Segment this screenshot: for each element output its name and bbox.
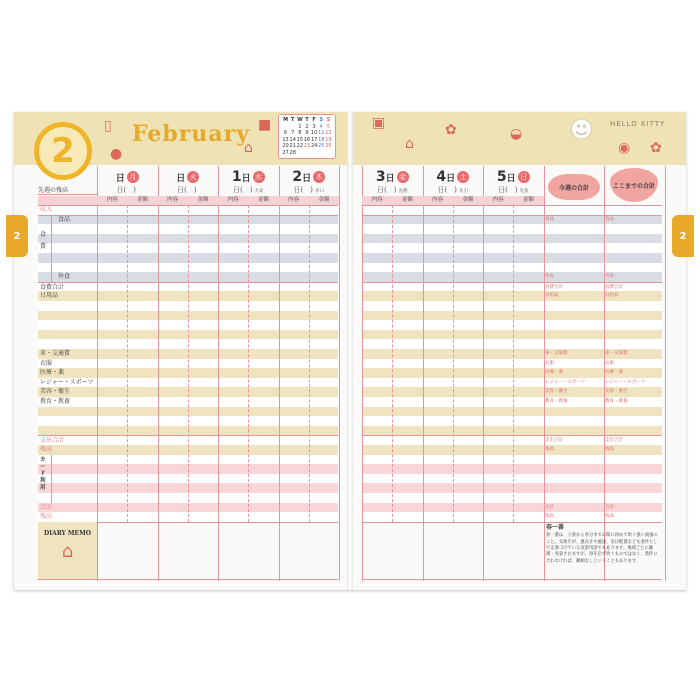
calendar-weekday: T <box>291 117 295 123</box>
summary-row-label: 日用品 <box>605 293 619 299</box>
table-row <box>362 224 662 234</box>
summary-row-label: 車・交通費 <box>605 351 628 356</box>
date-line <box>362 185 423 195</box>
weekday-badge: 金 <box>397 171 409 183</box>
table-row <box>362 282 662 292</box>
diary-bottom-line <box>362 579 662 580</box>
yarn-ball-icon: ● <box>110 146 123 162</box>
day-number: 3 <box>375 169 386 185</box>
rokuyo-label: 友引 <box>458 189 468 194</box>
food-bracket <box>51 215 52 282</box>
date-line <box>279 185 340 195</box>
table-row <box>362 387 662 397</box>
content-column-header: 内容 <box>106 197 118 203</box>
calendar-day: 4 <box>319 123 323 130</box>
summary-row-label: 車・交通費 <box>545 351 568 356</box>
house-icon: ⌂ <box>61 540 74 562</box>
diary-day-cell[interactable] <box>97 522 158 579</box>
calendar-weekday: W <box>297 117 303 123</box>
calendar-day: 26 <box>325 143 332 149</box>
calendar-day: 1 <box>298 123 302 130</box>
month-name: February <box>132 121 251 147</box>
content-column-header: 内容 <box>432 197 444 203</box>
food-group-label: 食費 <box>40 231 47 250</box>
calendar-day: 20 <box>282 143 289 149</box>
amount-divider <box>188 205 189 522</box>
jam-jar-icon: ■ <box>258 117 272 133</box>
calendar-day: 3 <box>312 123 316 130</box>
row-label: 支出合計 <box>40 437 65 445</box>
table-row <box>362 483 662 493</box>
table-row <box>362 407 662 417</box>
right-border <box>544 166 545 581</box>
content-column-header: 内容 <box>227 197 239 203</box>
week-total-bow: 今週の合計 <box>548 174 600 200</box>
summary-row-label: 食品 <box>545 216 554 222</box>
day-column-border <box>362 166 363 581</box>
summary-row-label: レジャー・スポーツ <box>605 379 646 385</box>
table-row <box>362 234 662 244</box>
column-header-row <box>279 196 340 205</box>
calendar-weekday: S <box>319 117 324 123</box>
day-header <box>362 166 423 185</box>
date-line <box>158 185 219 195</box>
rokuyo-label: 大安 <box>254 189 264 194</box>
shop-icon: ⌂ <box>405 136 414 152</box>
calendar-day: 22 <box>296 143 304 149</box>
diary-day-cell[interactable] <box>218 522 279 579</box>
table-row <box>362 455 662 465</box>
amount-divider <box>513 205 514 522</box>
diary-bottom-line <box>38 579 338 580</box>
diary-memo-box[interactable] <box>38 522 97 579</box>
calendar-day: 24 <box>310 143 318 149</box>
diary-day-cell[interactable] <box>279 522 340 579</box>
date-line <box>483 185 544 195</box>
column-header-row <box>483 196 544 205</box>
table-row <box>362 301 662 311</box>
diary-day-cell[interactable] <box>483 522 544 579</box>
amount-divider <box>248 205 249 522</box>
table-row <box>362 474 662 484</box>
day-number: 1 <box>231 169 242 185</box>
table-row <box>362 378 662 388</box>
month-number-badge: 2 <box>34 122 92 180</box>
weekday-badge: 木 <box>313 171 325 183</box>
day-column-border <box>279 166 280 581</box>
column-header-row <box>362 196 423 205</box>
content-column-header: 内容 <box>492 197 504 203</box>
day-number: 5 <box>496 169 507 185</box>
date-blank: 日( ) <box>233 186 253 194</box>
summary-row-label: 日用品 <box>545 293 559 299</box>
calendar-day: 8 <box>298 130 302 136</box>
row-label: 日用品 <box>40 292 59 300</box>
rokuyo-label: 先負 <box>519 189 529 194</box>
memo-title: 春一番 <box>546 523 565 531</box>
table-row <box>362 503 662 513</box>
calendar-weekday: F <box>312 117 316 123</box>
day-unit: 日 <box>506 174 516 184</box>
table-row <box>362 253 662 263</box>
day-number: 4 <box>436 169 447 185</box>
amount-divider <box>392 205 393 522</box>
weekday-badge: 水 <box>253 171 265 183</box>
page-tab-right[interactable]: 2 <box>672 215 694 257</box>
day-header <box>423 166 484 185</box>
pot-icon: ◒ <box>510 126 523 142</box>
summary-row-label: 美容・衛生 <box>545 389 568 395</box>
diary-memo-label: DIARY MEMO <box>44 529 91 537</box>
weekday-badge: 日 <box>518 171 530 183</box>
diary-day-cell[interactable] <box>362 522 423 579</box>
calendar-weekday: M <box>283 117 289 123</box>
amount-column-header: 金額 <box>318 197 330 203</box>
summary-row-label: 合計 <box>605 504 614 510</box>
table-row <box>362 445 662 455</box>
table-row <box>362 291 662 301</box>
card-group-label: カード利用 <box>40 456 46 491</box>
summary-row-label: 残高 <box>545 447 554 452</box>
row-label: 教育・教養 <box>40 398 71 405</box>
amount-column-header: 金額 <box>462 197 474 203</box>
day-column-border <box>483 166 484 581</box>
diary-day-cell[interactable] <box>423 522 484 579</box>
summary-row-label: 食費合計 <box>545 284 563 290</box>
date-blank: 日( ) <box>116 186 136 194</box>
column-header-row <box>423 196 484 205</box>
calendar-day: 10 <box>310 130 318 136</box>
day-header <box>218 166 279 185</box>
hello-kitty-icon: ☻ <box>570 118 593 143</box>
card-bracket <box>51 455 52 503</box>
calendar-day: 15 <box>296 136 304 143</box>
calendar-day: 2 <box>305 123 309 130</box>
table-row <box>362 435 662 445</box>
calendar-day: 9 <box>305 130 309 136</box>
rokuyo-label: 先勝 <box>398 189 408 194</box>
calendar-day: 27 <box>282 149 289 156</box>
summary-row-label: 食品 <box>605 216 614 222</box>
calendar-day: 14 <box>289 136 296 143</box>
weekday-badge: 火 <box>187 171 199 183</box>
table-row <box>362 205 662 215</box>
weekday-badge: 月 <box>127 171 139 183</box>
table-row <box>362 493 662 503</box>
day-unit: 日 <box>115 174 125 184</box>
summary-row-label: 教育・教養 <box>545 399 568 404</box>
date-blank: 日( ) <box>498 186 518 194</box>
date-line <box>218 185 279 195</box>
row-label: 医療・薬 <box>40 369 65 377</box>
day-column-border <box>97 166 98 581</box>
summary-row-label: 外食 <box>545 274 554 280</box>
summary-row-label: 美容・衛生 <box>605 389 628 395</box>
calendar-day <box>296 150 303 157</box>
summary-row-label: 合計 <box>545 504 554 510</box>
calendar-day: 11 <box>318 130 325 136</box>
day-unit: 日 <box>176 174 186 184</box>
table-row <box>362 215 662 225</box>
table-row <box>362 397 662 407</box>
row-label: 車・交通費 <box>40 350 71 357</box>
day-unit: 日 <box>241 174 251 184</box>
table-row <box>362 330 662 340</box>
amount-divider <box>127 205 128 522</box>
row-label: 美容・衛生 <box>40 388 71 396</box>
calendar-weekday: T <box>305 117 309 123</box>
table-row <box>362 339 662 349</box>
summary-row-label: 衣服 <box>605 360 614 366</box>
summary-row-label: 衣服 <box>545 360 554 366</box>
table-row <box>362 320 662 330</box>
date-blank: 日( ) <box>177 186 197 194</box>
milk-bottle-icon: ▯ <box>104 118 112 134</box>
row-label: 残高 <box>40 446 53 453</box>
content-column-header: 内容 <box>371 197 383 203</box>
table-row <box>362 512 662 522</box>
date-blank: 日( ) <box>377 186 397 194</box>
calendar-day: 19 <box>325 136 332 143</box>
table-row <box>362 464 662 474</box>
summary-row-label: 支出合計 <box>545 438 563 444</box>
table-row <box>362 243 662 253</box>
right-page-table <box>362 166 662 581</box>
calendar-day: 6 <box>283 130 288 136</box>
day-unit: 日 <box>385 174 395 184</box>
row-label: 衣服 <box>40 359 53 367</box>
content-column-header: 内容 <box>167 197 179 203</box>
brand-logo: HELLO KITTY <box>610 120 666 128</box>
right-border <box>339 166 340 581</box>
calendar-day: 28 <box>289 149 296 156</box>
summary-row-label: 教育・教養 <box>605 399 628 404</box>
table-row <box>362 349 662 359</box>
column-header-row <box>158 196 219 205</box>
calendar-day: 5 <box>326 123 330 130</box>
row-divider <box>362 215 662 216</box>
mini-calendar <box>278 114 336 159</box>
plate-icon: ◉ <box>618 140 631 156</box>
calendar-day <box>318 150 325 157</box>
calendar-day: 12 <box>325 130 332 136</box>
summary-row-label: レジャー・スポーツ <box>545 379 586 385</box>
flowers-icon: ✿ <box>445 122 457 138</box>
weekday-badge: 土 <box>457 171 469 183</box>
content-column-header: 内容 <box>288 197 300 203</box>
running-total-heart: ここまでの合計 <box>610 168 658 202</box>
row-label: 収入 <box>40 206 53 213</box>
summary-row-label: 残高 <box>605 514 614 520</box>
flowers-small-icon: ✿ <box>650 140 662 156</box>
summary-row-label: 食費合計 <box>605 284 623 290</box>
summary-row-label: 残高 <box>605 447 614 452</box>
prev-balance-label: 先週の残高 <box>38 185 97 195</box>
table-row <box>362 311 662 321</box>
amount-column-header: 金額 <box>401 197 413 203</box>
page-tab-left[interactable]: 2 <box>6 215 28 257</box>
day-header <box>483 166 544 185</box>
day-header <box>158 166 219 185</box>
diary-day-cell[interactable] <box>158 522 219 579</box>
amount-column-header: 金額 <box>197 197 209 203</box>
calendar-day <box>325 150 332 157</box>
calendar-day: 18 <box>318 136 325 143</box>
column-header-row <box>97 196 158 205</box>
house-icon: ⌂ <box>244 140 253 156</box>
table-row <box>362 416 662 426</box>
table-row <box>362 263 662 273</box>
summary-row-label: 支出合計 <box>605 438 623 444</box>
calendar-day: 25 <box>318 143 325 149</box>
row-label: 残高 <box>40 513 53 521</box>
calendar-day <box>311 150 318 157</box>
calendar-day: 7 <box>291 130 295 136</box>
row-label: 食費合計 <box>40 283 65 291</box>
date-line <box>423 185 484 195</box>
date-line <box>97 185 158 195</box>
summary-row-label: 医療・薬 <box>545 370 563 376</box>
header-stripe <box>38 196 97 205</box>
day-unit: 日 <box>446 174 456 184</box>
amount-column-header: 金額 <box>257 197 269 203</box>
day-column-border <box>218 166 219 581</box>
calendar-day: 13 <box>282 136 289 143</box>
day-column-border <box>423 166 424 581</box>
calendar-day <box>303 150 310 157</box>
row-label: 合計 <box>40 503 53 511</box>
calendar-day: 16 <box>303 136 311 143</box>
table-row <box>362 426 662 436</box>
day-unit: 日 <box>302 174 312 184</box>
date-blank: 日( ) <box>293 186 313 194</box>
calendar-day: 21 <box>289 143 296 149</box>
column-header-row <box>218 196 279 205</box>
table-row <box>362 368 662 378</box>
calendar-day: 23 <box>303 143 311 149</box>
row-label: 外食 <box>58 273 71 281</box>
summary-row-label: 残高 <box>545 514 554 520</box>
amount-column-header: 金額 <box>136 197 148 203</box>
amount-divider <box>309 205 310 522</box>
summary-column-border <box>604 166 605 581</box>
page-gutter <box>347 112 353 590</box>
table-row <box>362 272 662 282</box>
row-label: レジャー・スポーツ <box>40 378 94 386</box>
row-divider <box>362 205 662 206</box>
calendar-weekday: S <box>326 117 331 123</box>
day-number: 2 <box>292 169 303 185</box>
day-column-border <box>158 166 159 581</box>
day-header <box>97 166 158 185</box>
row-label: 食品 <box>58 215 71 223</box>
table-row <box>362 359 662 369</box>
date-blank: 日( ) <box>437 186 457 194</box>
rokuyo-label: 赤口 <box>314 189 324 194</box>
left-page-table <box>38 166 338 581</box>
memo-body: 春一番は、立春から春分までの間に初めて吹く強い南風のこと。気象庁が、風向きや風速、気圧配置なども条件として定義づけている気象用語でもあります。地域ごとに観測・発表されますが、毎年必ず吹くものではなく、条件に合わなければ、観測なしということもあります。 <box>546 533 658 564</box>
summary-row-label: 医療・薬 <box>605 370 623 376</box>
summary-row-label: 外食 <box>605 274 614 280</box>
day-header <box>279 166 340 185</box>
trivia-memo <box>546 525 660 565</box>
basket-icon: ▣ <box>372 115 386 131</box>
summary-column-border <box>665 166 666 581</box>
calendar-day: 17 <box>310 136 318 143</box>
amount-column-header: 金額 <box>522 197 534 203</box>
amount-divider <box>453 205 454 522</box>
